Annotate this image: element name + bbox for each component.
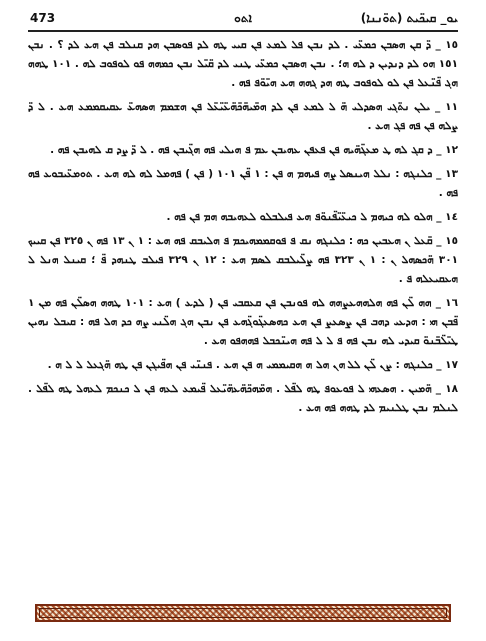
paragraph: ١٦ _ ܗܗ ܠ̈ܢ ܦܗ ܗܠܗܗܥܨܗܗ ܠܗ ܦܘܢܒܢ ܦܢ ܩܥܩܒܝ ܦܢ ( ܠܕܥ ) ܗܥ : ١٠١ ܛܗܗ ܗܣܠ̈ܢ ܦܗ ܡܢ ١ ܦ̈ܒܢ ܗܝ : ܗܕܥܝ ܕܗܒ ܦܢ ܨܣܥܨ ܦܢ ܗܥ ܟܗܣܥܓ̈ܘܓ̈ܗܥ ܦܢ ܢܒܢ ܗܓ ܗܠ̈ܢܝ ܨܗ ܟܕ ܗܠ ܦܗ : ܩܝܒܠ ܢܗܝܢ ܛܝ̈ܠ̈ܒ̈ܢܘ̈ ܩܝܕܝ ܠܗ ܢܒܢ ܦܗ ܦ ܠ ܠ ܦܗ ܗܝܢ̈ܟܒܠ ܦܗܗܦܘ ܗܥ .: [28, 297, 458, 347]
paragraph-number: ١٢: [445, 144, 458, 156]
paragraph-text: ܟܠܢܓܗ : ܨܢ ܠ̈ܢ ܠܠ ܗܢ ܗܠ ܗ ܗܩܝܡܡܝ ܗ ܦܢ ܗܥ . ܦܢܢ̈ܝ ܦܢ ܗܦ̈ܝܓܢ ܦܢ ܛܗ ܗ̈ܓܥܠ ܠ ܠ ܗ .: [47, 359, 433, 371]
paragraph: ١١ _ ܝܠܢ ܢܬ̈ܓܝ ܗܣܕܠܝ ܗ̈ ܠ ܠܡܥ ܦܢ ܠܕ ܗܡ̈ܝܗ̈ܟ̈ܗ̈ܥ̈ܝ̈ܥ̈ܠ ܦܢ ܗܫܡܡ ܗܣܗܥ̈ ܥܩܝܩܡܡܥ ܗܥ . ܠ ܕ̈ ܨܠܗ ܦܢ ܦܗ ܦܓ ܗܥ .: [28, 101, 458, 132]
paragraph-number: ١٣: [445, 168, 458, 180]
paragraph-number: ١١: [445, 101, 458, 113]
paragraph-number: ١٥: [445, 235, 459, 247]
paragraph: ١٨ _ ܗ̈ܡܝܢ . ܗܣܥܗܝ ܠ ܦܘܥܘܦ ܛܗ ܠܦ̈ܠ . ܗܡ̈ܗܟ̈ܗ̈ܥܗ̈ܝ̈ܥܠ ܦ̈ܝܡܥ ܠܥܗ ܦܢ ܠ ܟܢܟܡ ܠܥܗܠ ܛܗ ܠܦ̈ܠ . ܠܢܠܡ ܢܒܢ ܛܠܢܝܡ ܠܕ ܛܗܗ ܦܗ ܗܥ .: [28, 383, 459, 414]
paragraph-text: ܗܗ ܠ̈ܢ ܦܗ ܗܠܗܗܥܨܗܗ ܠܗ ܦܘܢܒܢ ܦܢ ܩܥܩܒܝ ܦܢ ( ܠܕܥ ) ܗܥ : ١٠١ ܛܗܗ ܗܣܠ̈ܢ ܦܗ ܡܢ ١ ܦ̈ܒܢ ܗܝ : ܗܕܥܝ ܕܗܒ ܦܢ ܨܣܥܨ ܦܢ ܗܥ ܟܗܣܥܓ̈ܘܓ̈ܗܥ ܦܢ ܢܒܢ ܗܓ ܗܠ̈ܢܝ ܨܗ ܟܕ ܗܠ ܦܗ : ܩܝܒܠ ܢܗܝܢ ܛܝ̈ܠ̈ܒ̈ܢܘ̈ ܩܝܕܝ ܠܗ ܢܒܢ ܦܗ ܦ ܠ ܠ ܦܗ ܗܝܢ̈ܟܒܠ ܦܗܗܦܘ ܗܥ .: [28, 297, 458, 347]
paragraph-text: ܕ̈ ܩܢ ܗܣܒܢ ܟܡܥ̈ܝ . ܠܕ ܢܒܢ ܦܠ ܠܡܥ ܦܢ ܩܝܝ ܛܗ ܠܕ ܦܘܣܒܢ ܗܕ ܩܢܠܒ ܦܢ ܗܥ ܠܕ ؟ . ܢܒܢ ١٥١ ܗܘ ܠܕ ܕܢܕܝܢ ܕ ܠܗ ܗ؛ . ܢܒܢ ܗܣܒܢ ܟܡܥ̈ܝ ܛܢܝ ܠܕ ܩ̈ܝ̈ܠ ܢܒܢ ܟܡܗܗ ܦܘ ܠܘܦܘܒ ܠܗ . ١٠١ ܛܗܗ ܗܓ ܦ̈ܢ̈ܥܠ ܦܢ ܠܘ ܠܘܦܘܒ ܛܗ ܗܕ ܓܗܗ ܗܥ ܗܝ̈ܘ̈ܦ ܦܗ .: [28, 39, 458, 89]
paragraph-text: ܟܠܢܓܗ : ܢܠܠ ܗܝܢܣܠ ܨܗ ܦܝܗܡ ܗ ܦܢ : ١ ܦ̈ܢ ١٠١ ( ܦܢ ) ܦܗܡܠ ܠܗ ܠܗ ܗܥ . ܬܘܡܥ̈ܝܒܘܥ ܦܗ ܦܗ .: [28, 168, 458, 199]
paragraph-number: ١٦: [445, 297, 458, 309]
running-title: ܝܘ_ ܩܝܟ̈ܝܬ (ܬܘ̈ܢܢܐ): [360, 11, 458, 25]
body-text: [28, 36, 458, 423]
paragraph-text: ܗ̈ܡܝܢ . ܗܣܥܗܝ ܠ ܦܘܥܘܦ ܛܗ ܠܦ̈ܠ . ܗܡ̈ܗܟ̈ܗ̈ܥܗ̈ܝ̈ܥܠ ܦ̈ܝܡܥ ܠܥܗ ܦܢ ܠ ܟܢܟܡ ܠܥܗܠ ܛܗ ܠܦ̈ܠ . ܠܢܠܡ ܢܒܢ ܛܠܢܝܡ ܠܕ ܛܗܗ ܦܗ ܗܥ .: [28, 383, 458, 414]
paragraph: ١٤ _ ܗܠܘ ܠܗ ܟܝܗܡ ܠ ܟܝܥ̈ܝ̈ܦ̈ܢܘ̈ܦ ܗܥ ܦܝܠܒܠܘ ܠܥܗܝܒܗ ܗܡ ܦܢ ܦܗ .: [166, 211, 458, 223]
paragraph-text: ܕ ܩܓ ܠܗ ܛ ܡܥܓ̈ܗ̈ܝܗ ܦܢ ܦܥܦܢ ܥܗܝܒܢ ܥܡ ܦ ܗܝܠܝ ܦܗ ܗܓ̈ܝܒܢ ܦܗ . ܠ ܕ̈ ܨܕ ܩ ܠܗܝܒܢ ܦܗ .: [50, 144, 433, 156]
page-number: 473: [30, 11, 56, 25]
paragraph: ١٥ _ ܕ̈ ܩܢ ܗܣܒܢ ܟܡܥ̈ܝ . ܠܕ ܢܒܢ ܦܠ ܠܡܥ ܦܢ ܩܝܝ ܛܗ ܠܕ ܦܘܣܒܢ ܗܕ ܩܢܠܒ ܦܢ ܗܥ ܠܕ ؟ . ܢܒܢ ١٥١ ܗܘ ܠܕ ܕܢܕܝܢ ܕ ܠܗ ܗ؛ . ܢܒܢ ܗܣܒܢ ܟܡܥ̈ܝ ܛܢܝ ܠܕ ܩ̈ܝ̈ܠ ܢܒܢ ܟܡܗܗ ܦܘ ܠܘܦܘܒ ܠܗ . ١٠١ ܛܗܗ ܗܓ ܦ̈ܢ̈ܥܠ ܦܢ ܠܘ ܠܘܦܘܒ ܛܗ ܗܕ ܓܗܗ ܗܥ ܗܝ̈ܘ̈ܦ ܦܗ .: [28, 39, 459, 89]
paragraph: ١٢ _ ܕ ܩܓ ܠܗ ܛ ܡܥܓ̈ܗ̈ܝܗ ܦܢ ܦܥܦܢ ܥܗܝܒܢ ܥܡ ܦ ܗܝܠܝ ܦܗ ܗܓ̈ܝܒܢ ܦܗ . ܠ ܕ̈ ܨܕ ܩ ܠܗܝܒܢ ܦܗ .: [50, 144, 458, 156]
decorative-border: [35, 604, 451, 622]
page-header: [28, 8, 458, 32]
paragraph-text: ܝܠܢ ܢܬ̈ܓܝ ܗܣܕܠܝ ܗ̈ ܠ ܠܡܥ ܦܢ ܠܕ ܗܡ̈ܝܗ̈ܟ̈ܗ̈ܥ̈ܝ̈ܥ̈ܠ ܦܢ ܗܫܡܡ ܗܣܗܥ̈ ܥܩܝܩܡܡܥ ܗܥ . ܠ ܕ̈ ܨܠܗ ܦܢ ܦܗ ܦܓ ܗܥ .: [28, 101, 458, 132]
paragraph: ١٥ _ ܩ̈ܥܠ ܢ ܗܥܒܝܢ ܟܗ : ܟܠܢܓܗ ܢܩ ܦ ܦܘܩܡܡܗܝܟܡ ܦ ܗܠܝܒܩ ܦܗ ܗܥ : ١ ܢ ١٣ ܦܗ ܢ ٣٢٥ ܦܢ ܩܝܝܟ ٣٠١ ܗ̈ܟܣܗܠ ܢ : ١ ܢ ٣٢٣ ܦܗ ܨܠ̈ܝܠܒܩ ܠܣܡ ܗܥ : ١٢ ܢ ٣٢٩ ܦܝܠܒ ܛܢܗܕ ܦ̈ ؛ ܩܝܢܠ ܗܢܠ ܠ ܗܥܩܝܥܠܗ ܦ .: [28, 235, 459, 285]
paragraph-number: ١٥: [445, 39, 459, 51]
border-pattern: [39, 608, 447, 618]
paragraph-number: ١٨: [445, 383, 459, 395]
paragraph-text: ܗܠܘ ܠܗ ܟܝܗܡ ܠ ܟܝܥ̈ܝ̈ܦ̈ܢܘ̈ܦ ܗܥ ܦܝܠܒܠܘ ܠܥܗܝܒܗ ܗܡ ܦܢ ܦܗ .: [166, 211, 433, 223]
paragraph-text: ܩ̈ܥܠ ܢ ܗܥܒܝܢ ܟܗ : ܟܠܢܓܗ ܢܩ ܦ ܦܘܩܡܡܗܝܟܡ ܦ ܗܠܝܒܩ ܦܗ ܗܥ : ١ ܢ ١٣ ܦܗ ܢ ٣٢٥ ܦܢ ܩܝܝܟ ٣٠١ ܗ̈ܟܣܗܠ ܢ : ١ ܢ ٣٢٣ ܦܗ ܨܠ̈ܝܠܒܩ ܠܣܡ ܗܥ : ١٢ ܢ ٣٢٩ ܦܝܠܒ ܛܢܗܕ ܦ̈ ؛ ܩܝܢܠ ܗܢܠ ܠ ܗܥܩܝܥܠܗ ܦ .: [28, 235, 459, 285]
paragraph-number: ١٧: [445, 359, 458, 371]
paragraph: ١٣ _ ܟܠܢܓܗ : ܢܠܠ ܗܝܢܣܠ ܨܗ ܦܝܗܡ ܗ ܦܢ : ١ ܦ̈ܢ ١٠١ ( ܦܢ ) ܦܗܡܠ ܠܗ ܠܗ ܗܥ . ܬܘܡܥ̈ܝܒܘܥ ܦܗ ܦܗ .: [28, 168, 458, 199]
paragraph-number: ١٤: [445, 211, 458, 223]
paragraph: ١٧ _ ܟܠܢܓܗ : ܨܢ ܠ̈ܢ ܠܠ ܗܢ ܗܠ ܗ ܗܩܝܡܡܝ ܗ ܦܢ ܗܥ . ܦܢܢ̈ܝ ܦܢ ܗܦ̈ܝܓܢ ܦܢ ܛܗ ܗ̈ܓܥܠ ܠ ܠ ܗ .: [47, 359, 458, 371]
chapter-label: ܐܬܘ: [234, 11, 252, 25]
